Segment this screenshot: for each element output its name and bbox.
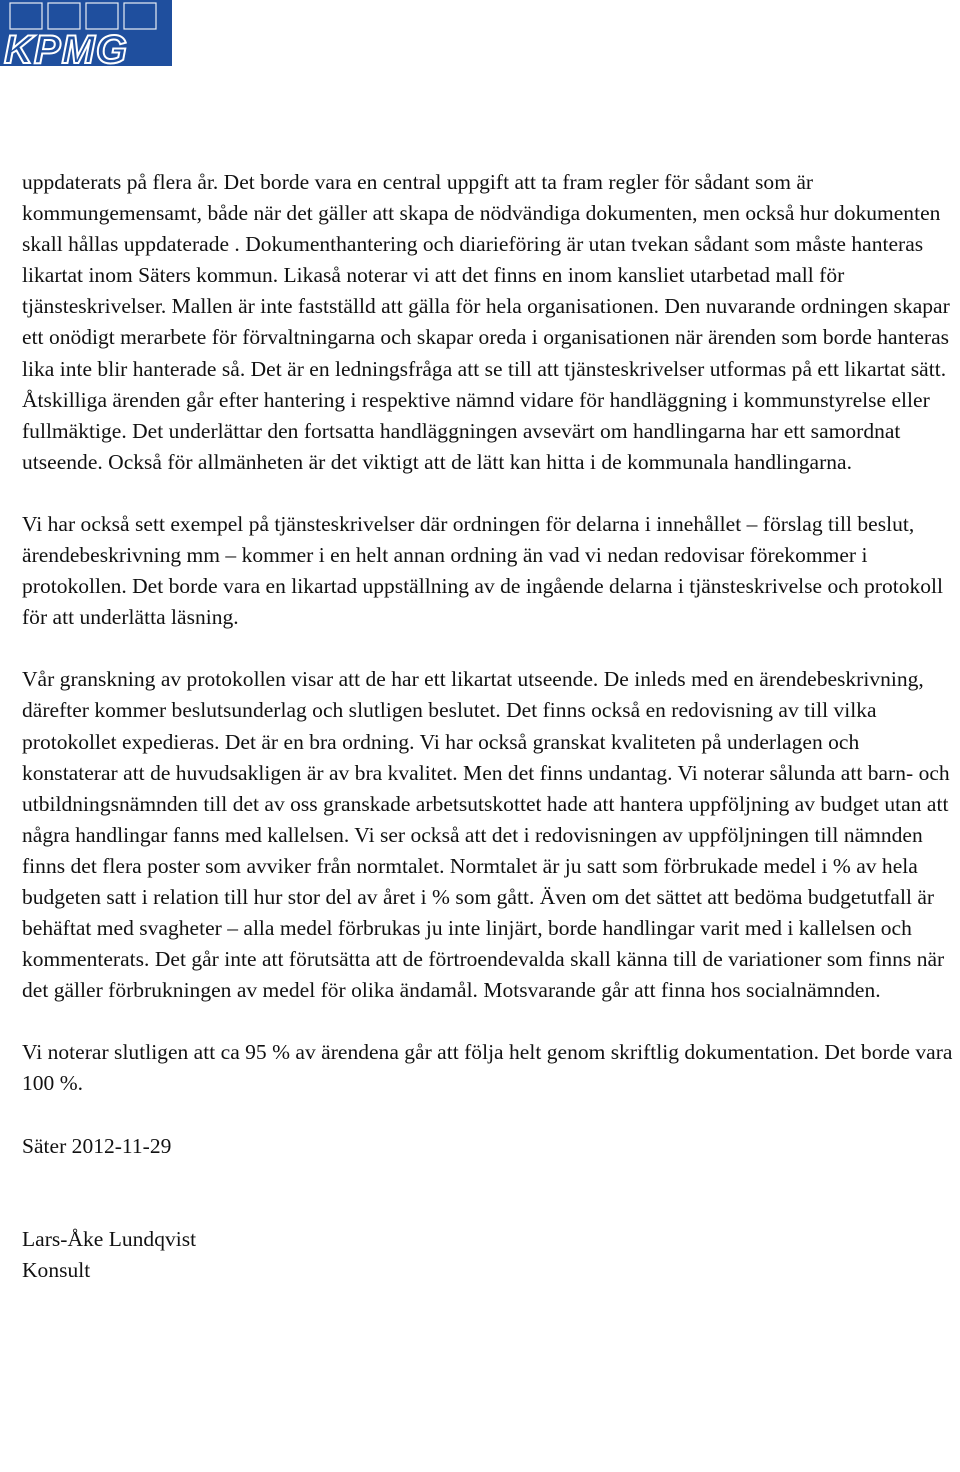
paragraph-3: Vår granskning av protokollen visar att de har ett likartat utseende. De inleds med en ärendebeskrivning, därefter kommer beslutsunderlag och slutligen beslutet. Det finns också en redovisning av till vilka protokollet expedieras. Det är en bra ordning. Vi har också granskat kvaliteten på underlagen och konstaterar att de huvudsakligen är av bra kvalitet. Men det finns undantag. Vi noterar sålunda att barn- och utbildningsnämnden till det av oss granskade arbetsutskottet hade att hantera uppföljning av budget utan att några handlingar fanns med kallelsen. Vi ser också att det i redovisningen av uppföljningen till nämnden finns det flera poster som avviker från normtalet. Normtalet är ju satt som förbrukade medel i % av hela budgeten satt i relation till hur stor del av året i % som gått. Även om det sättet att bedöma budgetutfall är behäftat med svagheter – alla medel förbrukas ju inte linjärt, borde handlingar varit med i kallelsen och kommenterats. Det går inte att förutsätta att de förtroendevalda skall känna till de variationer som finns när det gäller förbrukningen av medel för olika ändamål. Motsvarande går att finna hos socialnämnden.: [22, 667, 950, 1003]
signature-block: [22, 1224, 958, 1286]
paragraph-4: Vi noterar slutligen att ca 95 % av ärendena går att följa helt genom skriftlig dokumentation. Det borde vara 100 %.: [22, 1040, 953, 1096]
paragraph-2: Vi har också sett exempel på tjänsteskrivelser där ordningen för delarna i innehållet – förslag till beslut, ärendebeskrivning mm – kommer i en helt annan ordning än vad vi nedan redovisar förekommer i protokollen. Det borde vara en likartad uppställning av de ingående delarna i tjänsteskrivelse och protokoll för att underlätta läsning.: [22, 511, 944, 630]
signature-name: Lars-Åke Lundqvist: [22, 1226, 197, 1251]
kpmg-logo-mark: [0, 0, 172, 66]
kpmg-logo: [0, 0, 172, 66]
svg-text:KPMG: KPMG: [4, 28, 128, 66]
signature-title: Konsult: [22, 1257, 91, 1282]
document-body: [22, 167, 958, 1286]
place-date: Säter 2012-11-29: [22, 1133, 172, 1158]
paragraph-1: uppdaterats på flera år. Det borde vara en central uppgift att ta fram regler för sådant som är kommungemensamt, både när det gäller att skapa de nödvändiga dokumenten, men också hur dokumenten skall hållas uppdaterade . Dokumenthantering och diarieföring är utan tvekan sådant som måste hanteras likartat inom Säters kommun. Likaså noterar vi att det finns en inom kansliet utarbetad mall för tjänsteskrivelser. Mallen är inte fastställd att gälla för hela organisationen. Den nuvarande ordningen skapar ett onödigt merarbete för förvaltningarna och skapar oreda i organisationen när ärenden som borde hanteras lika inte blir hanterade så. Det är en ledningsfråga att se till att tjänsteskrivelser utformas på ett likartat sätt. Åtskilliga ärenden går efter hantering i respektive nämnd vidare för handläggning i kommunstyrelse eller fullmäktige. Det underlättar den fortsatta handläggningen avsevärt om handlingarna har ett samordnat utseende. Också för allmänheten är det viktigt att de lätt kan hitta i de kommunala handlingarna.: [22, 170, 950, 474]
